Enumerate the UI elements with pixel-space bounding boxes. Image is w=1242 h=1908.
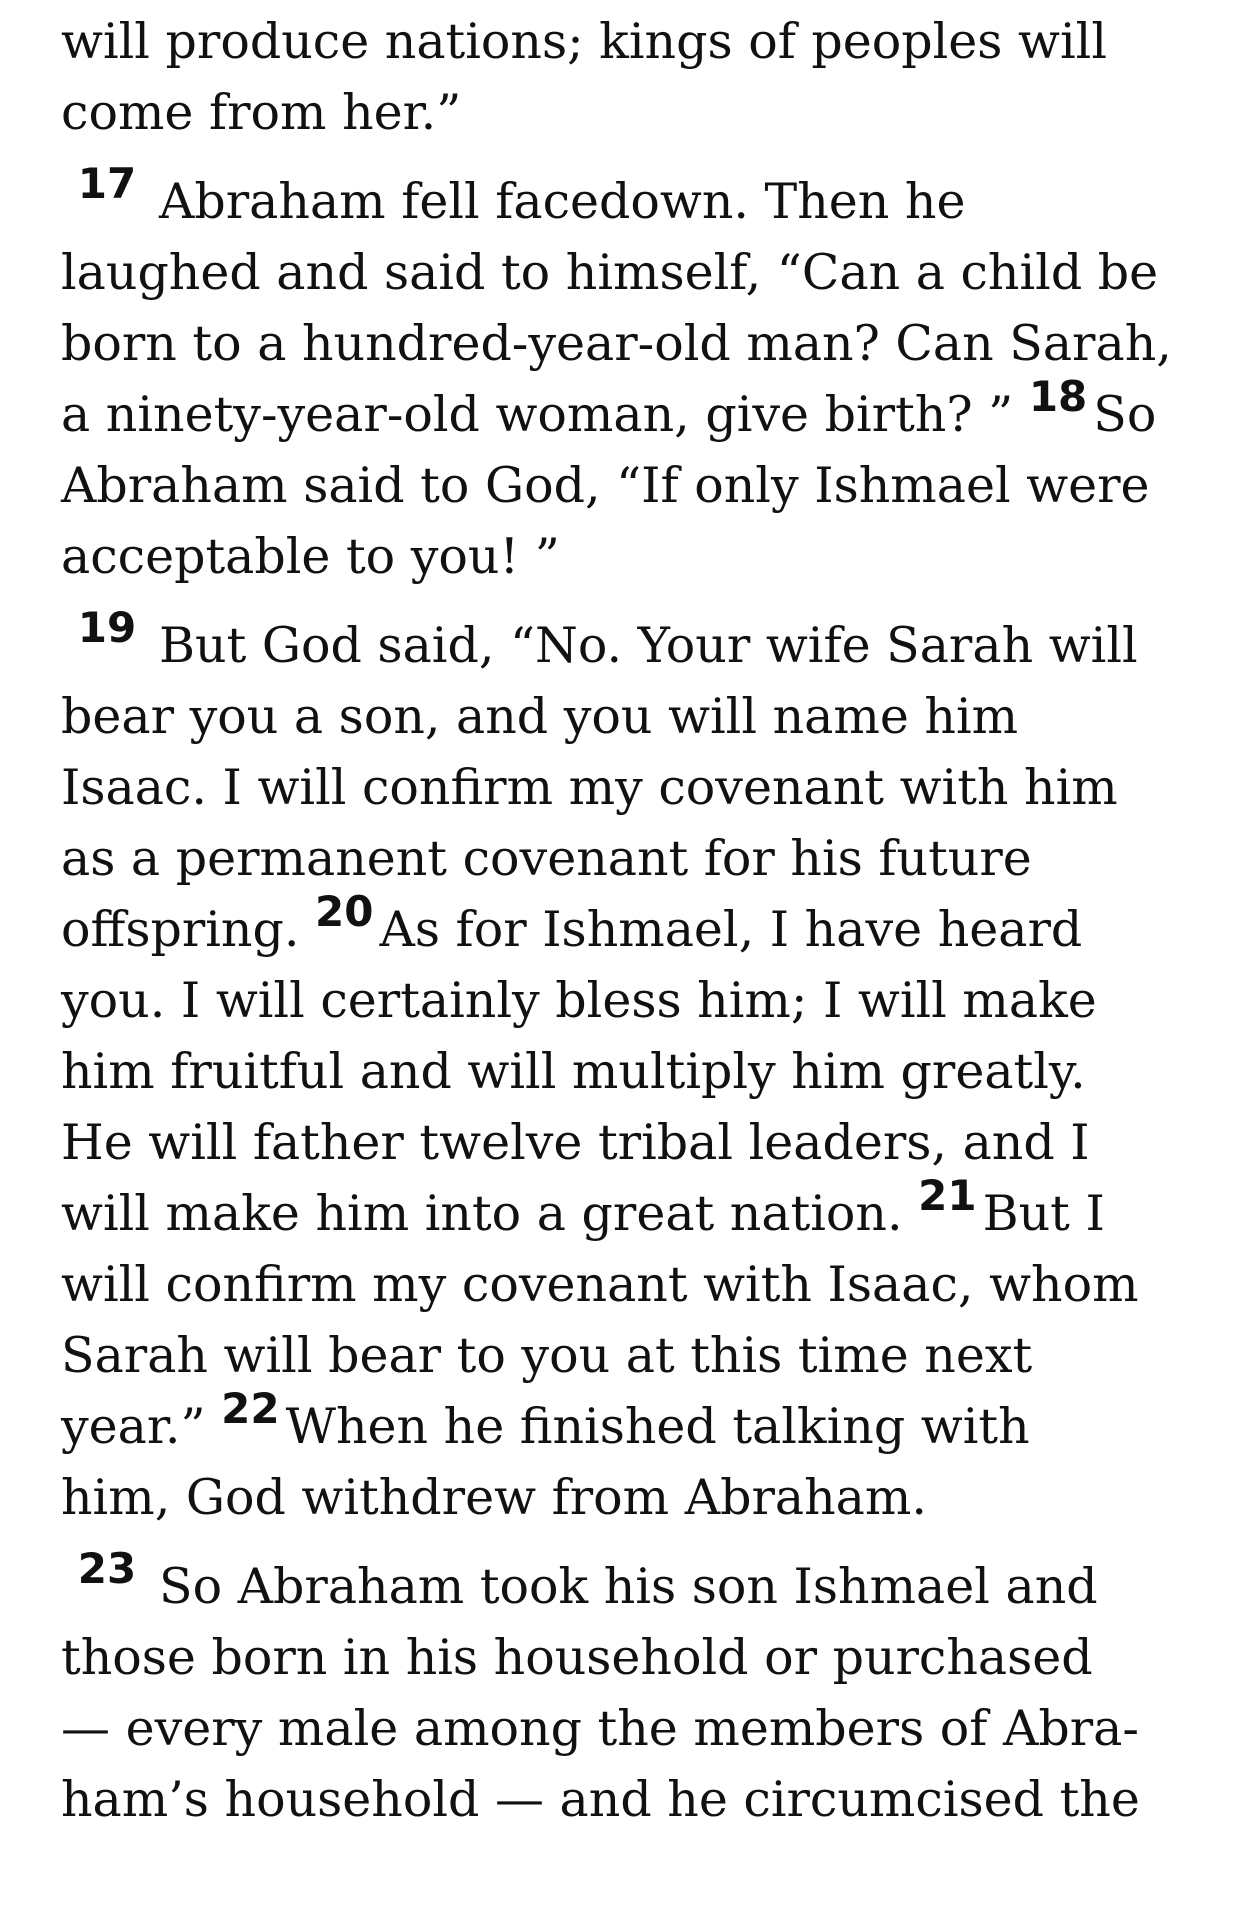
line-text: Isaac. I will confirm my covenant with him xyxy=(61,759,1118,816)
line-text: Sarah will bear to you at this time next xyxy=(61,1327,1033,1384)
line-text: him fruitful and will multiply him greatly. xyxy=(61,1043,1086,1100)
text-line xyxy=(61,1693,1191,1764)
verse-number-20: 20 xyxy=(315,887,374,936)
text-line xyxy=(61,450,1191,521)
verse-number-19: 19 xyxy=(77,603,137,652)
line-text: Abraham said to God, “If only Ishmael were xyxy=(61,457,1150,514)
text-line xyxy=(61,681,1191,752)
text-line xyxy=(61,6,1191,77)
line-text: laughed and said to himself, “Can a child be xyxy=(61,244,1159,301)
text-line xyxy=(61,1107,1191,1178)
text-line xyxy=(61,308,1191,379)
text-line xyxy=(61,887,1191,965)
text-line xyxy=(61,823,1191,894)
line-text: will make him into a great nation. xyxy=(61,1185,903,1242)
line-text: — every male among the members of Abra- xyxy=(61,1700,1139,1757)
text-line xyxy=(61,1249,1191,1320)
text-line xyxy=(61,237,1191,308)
verse-17-start xyxy=(61,159,1191,237)
line-text: Abraham fell facedown. Then he xyxy=(159,173,966,230)
line-text: So xyxy=(1093,386,1157,443)
line-text: year.” xyxy=(61,1398,206,1455)
line-text: those born in his household or purchased xyxy=(61,1629,1093,1686)
line-text: a ninety-year-old woman, give birth? ” xyxy=(61,386,1014,443)
line-text: born to a hundred-year-old man? Can Sarah, xyxy=(61,315,1172,372)
verse-number-22: 22 xyxy=(221,1384,280,1433)
line-text: come from her.” xyxy=(61,84,462,141)
text-line xyxy=(61,1764,1191,1835)
line-text: ham’s household — and he circumcised the xyxy=(61,1771,1140,1828)
verse-23-start xyxy=(61,1544,1191,1622)
text-line xyxy=(61,521,1191,592)
line-text: But I xyxy=(982,1185,1105,1242)
line-text: He will father twelve tribal leaders, and I xyxy=(61,1114,1090,1171)
text-line xyxy=(61,1036,1191,1107)
line-text: him, God withdrew from Abraham. xyxy=(61,1469,927,1526)
text-line xyxy=(61,1384,1191,1462)
text-line xyxy=(61,1462,1191,1533)
text-line xyxy=(61,372,1191,450)
verse-number-21: 21 xyxy=(918,1171,977,1220)
line-text: But God said, “No. Your wife Sarah will xyxy=(159,617,1138,674)
line-text: bear you a son, and you will name him xyxy=(61,688,1019,745)
verse-number-18: 18 xyxy=(1028,372,1088,421)
scripture-page xyxy=(61,0,1191,1908)
text-line xyxy=(61,1622,1191,1693)
line-text: you. I will certainly bless him; I will make xyxy=(61,972,1097,1029)
text-line xyxy=(61,1171,1191,1249)
line-text: So Abraham took his son Ishmael and xyxy=(159,1558,1098,1615)
line-text: as a permanent covenant for his future xyxy=(61,830,1032,887)
line-text: As for Ishmael, I have heard xyxy=(379,901,1083,958)
verse-19-start xyxy=(61,603,1191,681)
text-line xyxy=(61,752,1191,823)
line-text: offspring. xyxy=(61,901,300,958)
line-text: will confirm my covenant with Isaac, whom xyxy=(61,1256,1139,1313)
verse-number-17: 17 xyxy=(77,159,137,208)
text-line xyxy=(61,965,1191,1036)
line-text: When he finished talking with xyxy=(285,1398,1030,1455)
line-text: acceptable to you! ” xyxy=(61,528,560,585)
text-line xyxy=(61,77,1191,148)
text-line xyxy=(61,1320,1191,1391)
verse-number-23: 23 xyxy=(77,1544,137,1593)
line-text: will produce nations; kings of peoples will xyxy=(61,13,1107,70)
